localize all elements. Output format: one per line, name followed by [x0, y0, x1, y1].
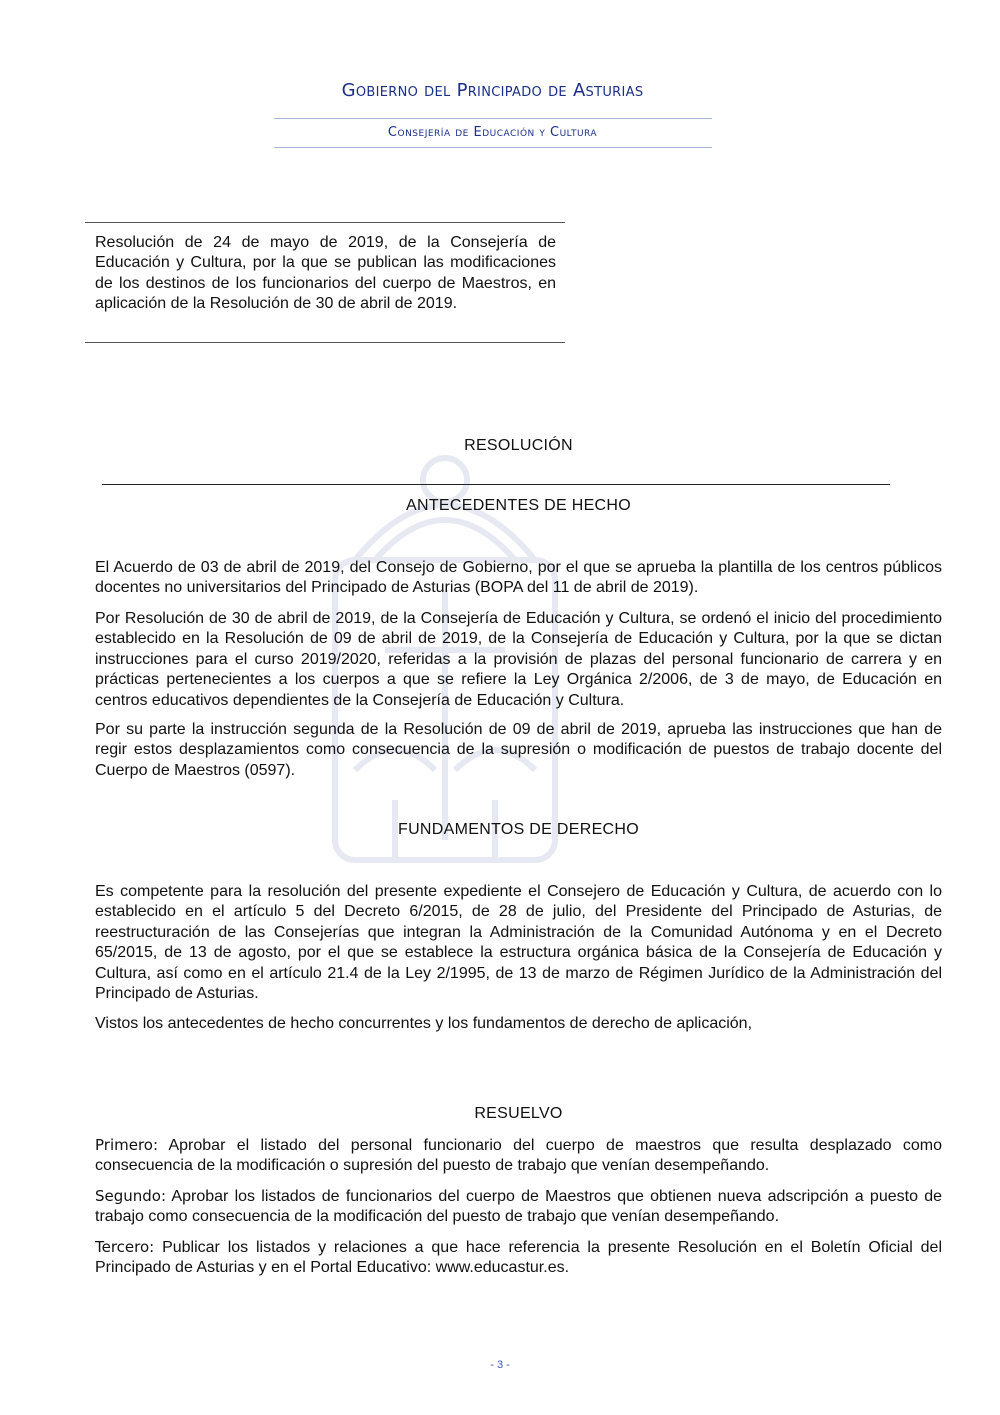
- page-number: - 3 -: [490, 1359, 510, 1371]
- resuelvo-item: [95, 1135, 942, 1177]
- resolution-title: RESOLUCIÓN: [464, 437, 573, 454]
- department-subtitle: Consejería de Educación y Cultura: [387, 125, 598, 140]
- resuelvo-item-text: Aprobar el listado del personal funcionario del cuerpo de maestros que resulta desplazado como consecuencia de la modificación o supresión del puesto de trabajo que venían desempeñando.: [95, 1137, 943, 1175]
- resuelvo-item: [95, 1186, 942, 1228]
- header-divider-bottom: [274, 147, 712, 148]
- resuelvo-heading: RESUELVO: [474, 1105, 563, 1122]
- resuelvo-item: [95, 1237, 942, 1279]
- fundamentos-heading: FUNDAMENTOS DE DERECHO: [398, 821, 639, 838]
- antecedentes-paragraph: El Acuerdo de 03 de abril de 2019, del Consejo de Gobierno, por el que se aprueba la plantilla de los centros públicos docentes no universitarios del Principado de Asturias (BOPA del 11 de abril de 2019).: [95, 559, 942, 597]
- government-title: Gobierno del Principado de Asturias: [341, 80, 644, 101]
- resuelvo-item-text: Aprobar los listados de funcionarios del cuerpo de Maestros que obtienen nueva adscripción a puesto de trabajo como consecuencia de la modificación del puesto de trabajo que venían desempeñando.: [95, 1188, 943, 1226]
- resuelvo-item-label: Segundo:: [95, 1187, 167, 1205]
- fundamentos-paragraph: Es competente para la resolución del presente expediente el Consejero de Educación y Cultura, de acuerdo con lo establecido en el artículo 5 del Decreto 6/2015, de 28 de julio, del Presidente del Principado de Asturias, de reestructuración de las Consejerías que integran la Administración de la Comunidad Autónoma y en el Decreto 65/2015, de 13 de agosto, por el que se establece la estructura orgánica básica de la Consejería de Educación y Cultura, así como en el artículo 21.4 de la Ley 2/1995, de 13 de marzo de Régimen Jurídico de la Administración del Principado de Asturias.: [95, 883, 942, 1003]
- resolution-summary-box: [85, 222, 565, 343]
- header-divider-top: [274, 118, 712, 119]
- antecedentes-paragraph: Por su parte la instrucción segunda de la Resolución de 09 de abril de 2019, aprueba las instrucciones que han de regir estos desplazamientos como consecuencia de la supresión o modificación de puestos de trabajo docente del Cuerpo de Maestros (0597).: [95, 721, 942, 779]
- section-divider: [102, 484, 890, 485]
- resolution-summary-text: Resolución de 24 de mayo de 2019, de la Consejería de Educación y Cultura, por la que se publican las modificaciones de los destinos de los funcionarios del cuerpo de Maestros, en aplicación de la Resolución de 30 de abril de 2019.: [95, 234, 556, 313]
- antecedentes-paragraph: Por Resolución de 30 de abril de 2019, de la Consejería de Educación y Cultura, se ordenó el inicio del procedimiento establecido en la Resolución de 09 de abril de 2019, de la Consejería de Educación y Cultura, por la que se dictan instrucciones para el curso 2019/2020, referidas a la provisión de plazas del personal funcionario de carrera y en prácticas pertenecientes a los cuerpos a que se refiere la Ley Orgánica 2/2006, de 3 de mayo, de Educación en centros educativos dependientes de la Consejería de Educación y Cultura.: [95, 610, 942, 709]
- resuelvo-item-label: Tercero:: [95, 1238, 155, 1256]
- antecedentes-heading: ANTECEDENTES DE HECHO: [406, 497, 631, 514]
- resuelvo-item-label: Primero:: [95, 1136, 159, 1154]
- fundamentos-paragraph: Vistos los antecedentes de hecho concurrentes y los fundamentos de derecho de aplicación,: [95, 1015, 753, 1032]
- resuelvo-item-text: Publicar los listados y relaciones a que hace referencia la presente Resolución en el Boletín Oficial del Principado de Asturias y en el Portal Educativo: www.educastur.es.: [95, 1239, 942, 1277]
